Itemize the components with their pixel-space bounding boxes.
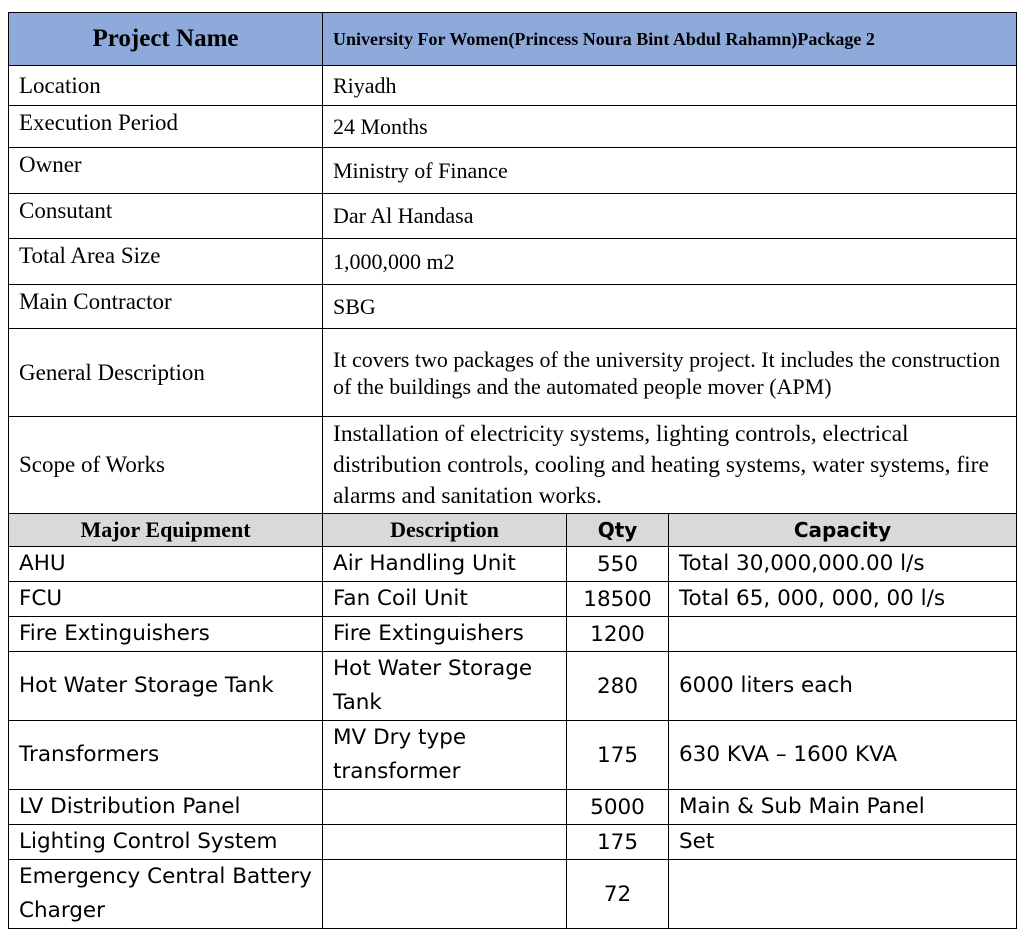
equipment-name: LV Distribution Panel xyxy=(9,790,323,825)
general-description-value: It covers two packages of the university project. It includes the construction of the buildings and the automated people mover (APM) xyxy=(323,329,1017,417)
equipment-row xyxy=(9,825,1017,860)
equipment-row xyxy=(9,721,1017,790)
project-header-row xyxy=(9,13,1017,66)
equipment-description xyxy=(323,860,567,929)
info-row-general-description xyxy=(9,329,1017,417)
equipment-row xyxy=(9,652,1017,721)
total-area-value: 1,000,000 m2 xyxy=(323,239,1017,285)
info-row-owner xyxy=(9,148,1017,194)
project-name-label: Project Name xyxy=(9,13,323,66)
equipment-capacity: Total 65, 000, 000, 00 l/s xyxy=(669,582,1017,617)
equipment-name: Fire Extinguishers xyxy=(9,617,323,652)
consultant-label: Consutant xyxy=(9,194,323,239)
equipment-qty: 1200 xyxy=(567,617,669,652)
equipment-qty: 5000 xyxy=(567,790,669,825)
description-header: Description xyxy=(323,514,567,547)
main-contractor-label: Main Contractor xyxy=(9,285,323,329)
equipment-qty: 72 xyxy=(567,860,669,929)
equipment-description xyxy=(323,790,567,825)
equipment-name: FCU xyxy=(9,582,323,617)
capacity-header: Capacity xyxy=(669,514,1017,547)
equipment-description: Fan Coil Unit xyxy=(323,582,567,617)
location-value: Riyadh xyxy=(323,66,1017,106)
equipment-row xyxy=(9,617,1017,652)
scope-of-works-value: Installation of electricity systems, lighting controls, electrical distribution controls, cooling and heating systems, water systems, fire alarms and sanitation works. xyxy=(323,417,1017,514)
major-equipment-header: Major Equipment xyxy=(9,514,323,547)
equipment-description: MV Dry type transformer xyxy=(323,721,567,790)
equipment-header-row xyxy=(9,514,1017,547)
equipment-capacity: 6000 liters each xyxy=(669,652,1017,721)
equipment-capacity: Total 30,000,000.00 l/s xyxy=(669,547,1017,582)
scope-of-works-label: Scope of Works xyxy=(9,417,323,514)
main-contractor-value: SBG xyxy=(323,285,1017,329)
info-row-main-contractor xyxy=(9,285,1017,329)
equipment-name: Transformers xyxy=(9,721,323,790)
equipment-row xyxy=(9,547,1017,582)
execution-period-label: Execution Period xyxy=(9,106,323,148)
info-row-scope-of-works xyxy=(9,417,1017,514)
project-table xyxy=(8,12,1017,929)
equipment-description: Air Handling Unit xyxy=(323,547,567,582)
equipment-row xyxy=(9,790,1017,825)
equipment-name: Lighting Control System xyxy=(9,825,323,860)
info-row-execution-period xyxy=(9,106,1017,148)
equipment-row xyxy=(9,582,1017,617)
general-description-label: General Description xyxy=(9,329,323,417)
location-label: Location xyxy=(9,66,323,106)
info-row-location xyxy=(9,66,1017,106)
equipment-description xyxy=(323,825,567,860)
equipment-qty: 280 xyxy=(567,652,669,721)
equipment-capacity xyxy=(669,617,1017,652)
owner-label: Owner xyxy=(9,148,323,194)
total-area-label: Total Area Size xyxy=(9,239,323,285)
equipment-row xyxy=(9,860,1017,929)
equipment-qty: 550 xyxy=(567,547,669,582)
owner-value: Ministry of Finance xyxy=(323,148,1017,194)
equipment-name: Hot Water Storage Tank xyxy=(9,652,323,721)
equipment-capacity: Main & Sub Main Panel xyxy=(669,790,1017,825)
execution-period-value: 24 Months xyxy=(323,106,1017,148)
consultant-value: Dar Al Handasa xyxy=(323,194,1017,239)
equipment-name: Emergency Central Battery Charger xyxy=(9,860,323,929)
equipment-qty: 175 xyxy=(567,825,669,860)
equipment-description: Fire Extinguishers xyxy=(323,617,567,652)
equipment-description: Hot Water Storage Tank xyxy=(323,652,567,721)
equipment-capacity xyxy=(669,860,1017,929)
info-row-consultant xyxy=(9,194,1017,239)
equipment-qty: 18500 xyxy=(567,582,669,617)
project-name-value: University For Women(Princess Noura Bint Abdul Rahamn)Package 2 xyxy=(323,13,1017,66)
info-row-total-area xyxy=(9,239,1017,285)
equipment-qty: 175 xyxy=(567,721,669,790)
equipment-capacity: 630 KVA – 1600 KVA xyxy=(669,721,1017,790)
qty-header: Qty xyxy=(567,514,669,547)
equipment-capacity: Set xyxy=(669,825,1017,860)
equipment-name: AHU xyxy=(9,547,323,582)
